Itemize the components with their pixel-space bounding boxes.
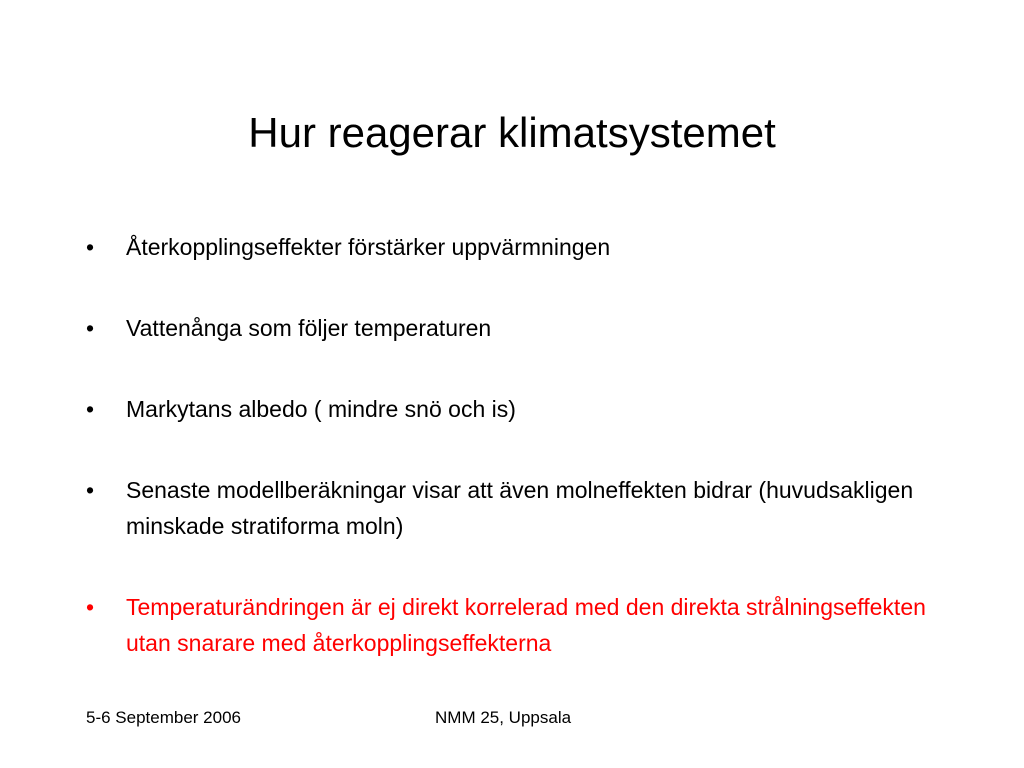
footer-event: NMM 25, Uppsala [435, 708, 572, 727]
bullet-item-feedback [86, 229, 936, 265]
bullet-text: Temperaturändringen är ej direkt korrelerad med den direkta strålningseffekten utan snarare med återkopplingseffekterna [126, 594, 926, 656]
bullet-item-water-vapour [86, 310, 936, 346]
bullet-dot-icon: • [86, 477, 95, 503]
bullet-dot-icon: • [86, 396, 95, 422]
bullet-list [86, 229, 936, 706]
bullet-text: Vattenånga som följer temperaturen [126, 315, 492, 341]
footer-date: 5-6 September 2006 [86, 708, 241, 727]
bullet-item-albedo [86, 391, 936, 427]
bullet-item-cloud-effect [86, 472, 936, 544]
bullet-text: Senaste modellberäkningar visar att även molneffekten bidrar (huvudsakligen minskade stratiforma moln) [126, 477, 914, 539]
bullet-dot-icon: • [86, 234, 95, 260]
bullet-dot-icon: • [86, 315, 95, 341]
bullet-text: Markytans albedo ( mindre snö och is) [126, 396, 516, 422]
bullet-item-temperature-change [86, 589, 936, 661]
bullet-dot-icon: • [86, 594, 95, 620]
slide-title: Hur reagerar klimatsystemet [248, 109, 776, 156]
bullet-text: Återkopplingseffekter förstärker uppvärmningen [126, 234, 611, 260]
